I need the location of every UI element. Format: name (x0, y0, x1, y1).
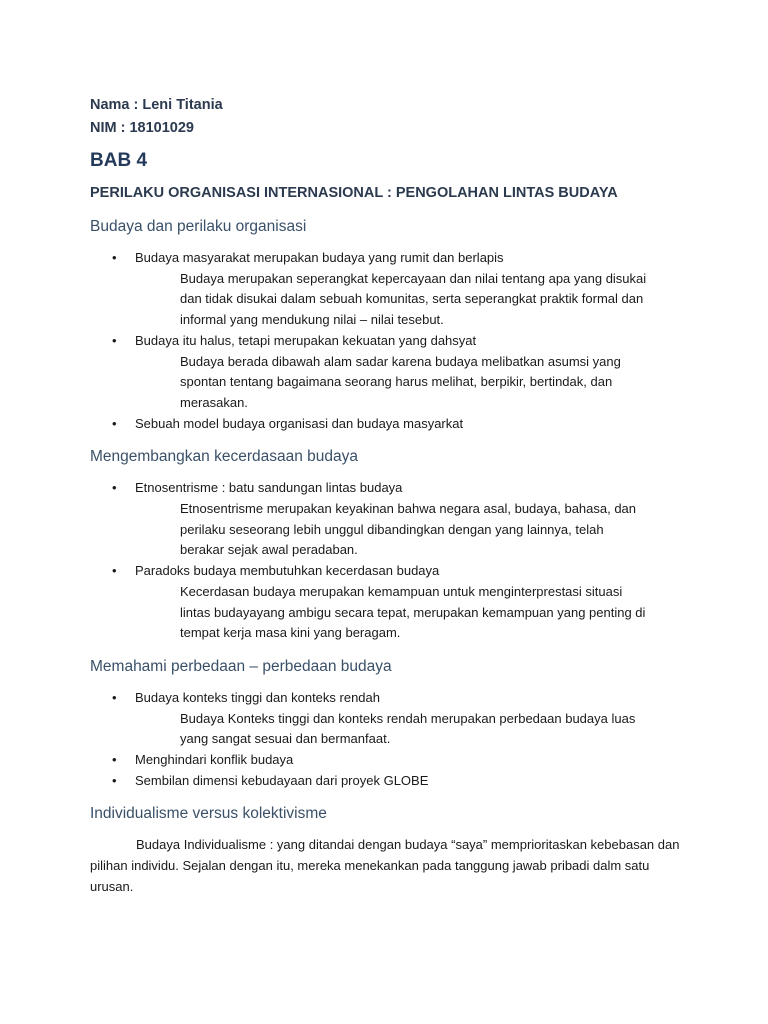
description-line: perilaku seseorang lebih unggul dibandingkan dengan yang lainnya, telah (180, 521, 604, 537)
description-line: informal yang mendukung nilai – nilai tesebut. (180, 312, 444, 328)
item-description (90, 269, 690, 331)
bullet-icon: • (112, 332, 117, 348)
item-description (90, 499, 690, 561)
list-item-label: Budaya konteks tinggi dan konteks rendah (135, 689, 381, 705)
student-nim: NIM : 18101029 (90, 120, 194, 136)
bullet-icon: • (112, 415, 117, 431)
bullet-icon: • (112, 480, 117, 496)
bullet-icon: • (112, 752, 117, 768)
section-title: Budaya dan perilaku organisasi (90, 218, 307, 235)
list-item (90, 750, 690, 771)
list-item-label: Sembilan dimensi kebudayaan dari proyek GLOBE (135, 772, 429, 788)
list-item (90, 331, 690, 352)
bullet-list (90, 688, 690, 792)
list-item (90, 248, 690, 269)
student-name: Nama : Leni Titania (90, 97, 223, 113)
item-description (90, 582, 690, 644)
body-paragraph: Budaya Individualisme : yang ditandai dengan budaya “saya” memprioritaskan kebebasan dan pilihan individu. Sejalan dengan itu, mereka menekankan pada tanggung jawab pribadi dalm satu urusan. (90, 837, 680, 894)
description-line: lintas budayayang ambigu secara tepat, merupakan kemampuan yang penting di (180, 604, 646, 620)
item-description (90, 709, 690, 750)
list-item-label: Budaya masyarakat merupakan budaya yang rumit dan berlapis (135, 250, 504, 265)
description-line: Budaya merupakan seperangkat kepercayaan dan nilai tentang apa yang disukai (180, 270, 647, 286)
description-line: spontan tentang bagaimana seorang harus melihat, berpikir, bertindak, dan (180, 374, 613, 390)
list-item (90, 688, 690, 709)
description-line: tempat kerja masa kini yang beragam. (180, 625, 401, 641)
section-title: Individualisme versus kolektivisme (90, 805, 327, 823)
list-item-label: Paradoks budaya membutuhkan kecerdasan budaya (135, 563, 440, 579)
section-title: Memahami perbedaan – perbedaan budaya (90, 657, 392, 675)
description-line: merasakan. (180, 394, 248, 410)
list-item-label: Budaya itu halus, tetapi merupakan kekuatan yang dahsyat (135, 332, 477, 348)
description-line: yang sangat sesuai dan bermanfaat. (180, 731, 391, 747)
bullet-icon: • (112, 772, 117, 788)
list-item (90, 478, 690, 499)
description-line: berakar sejak awal peradaban. (180, 542, 358, 558)
list-item-label: Etnosentrisme : batu sandungan lintas budaya (135, 480, 403, 496)
list-item-label: Menghindari konflik budaya (135, 752, 294, 768)
bullet-list (90, 248, 690, 434)
description-line: Etnosentrisme merupakan keyakinan bahwa negara asal, budaya, bahasa, dan (180, 501, 637, 517)
bullet-icon: • (112, 250, 117, 265)
list-item (90, 771, 690, 792)
list-item (90, 561, 690, 582)
section-title: Mengembangkan kecerdasaan budaya (90, 448, 358, 466)
bullet-icon: • (112, 563, 117, 579)
bullet-icon: • (112, 689, 117, 705)
bullet-list (90, 478, 690, 644)
description-line: dan tidak disukai dalam sebuah komunitas, serta seperangkat praktik formal dan (180, 291, 644, 307)
list-item (90, 414, 690, 435)
chapter-label: BAB 4 (90, 150, 148, 171)
item-description (90, 352, 690, 414)
chapter-title: PERILAKU ORGANISASI INTERNASIONAL : PENGOLAHAN LINTAS BUDAYA (90, 185, 618, 201)
description-line: Kecerdasan budaya merupakan kemampuan untuk menginterprestasi situasi (180, 583, 623, 599)
document-page (90, 94, 690, 898)
description-line: Budaya Konteks tinggi dan konteks rendah merupakan perbedaan budaya luas (180, 710, 636, 726)
list-item-label: Sebuah model budaya organisasi dan budaya masyarkat (135, 415, 464, 431)
description-line: Budaya berada dibawah alam sadar karena budaya melibatkan asumsi yang (180, 353, 621, 369)
